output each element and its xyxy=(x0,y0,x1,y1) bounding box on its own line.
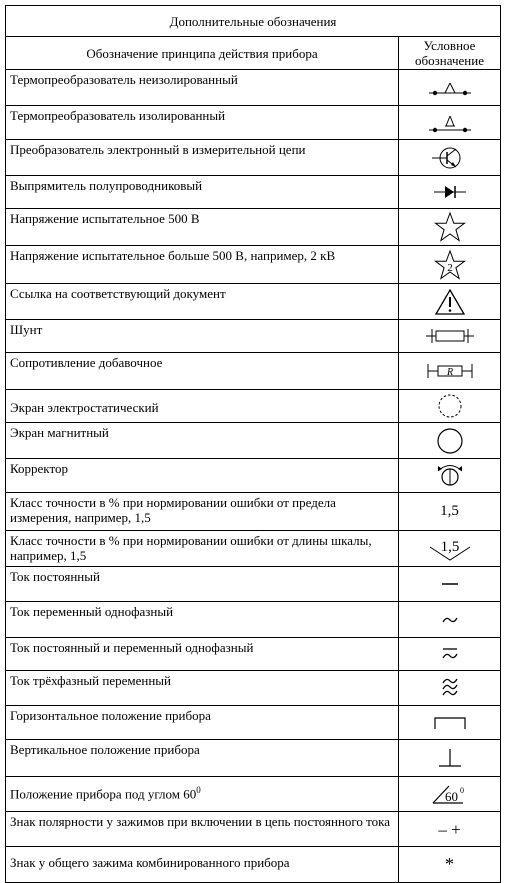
table-row xyxy=(6,602,501,638)
corrector-icon xyxy=(433,461,467,491)
ac-icon xyxy=(435,611,465,629)
vertical-position-icon xyxy=(433,746,467,770)
row-label: Ток переменный однофазный xyxy=(6,602,399,638)
row-label xyxy=(6,777,399,812)
table-header-row xyxy=(6,37,501,70)
table-row xyxy=(6,70,501,106)
resistor-letter: R xyxy=(446,367,453,378)
table-row xyxy=(6,390,501,423)
row-label: Ток постоянный xyxy=(6,567,399,602)
table-row xyxy=(6,246,501,284)
angle-value: 60 xyxy=(444,789,458,804)
accuracy-class-text: 1,5 xyxy=(399,493,501,531)
diode-icon xyxy=(430,182,470,202)
table-caption-row xyxy=(6,6,501,37)
row-label: Вертикальное положение прибора xyxy=(6,740,399,777)
table-row xyxy=(6,740,501,777)
row-label-text: Положение прибора под углом 60 xyxy=(10,786,197,802)
table-row xyxy=(6,706,501,740)
row-label: Экран электростатический xyxy=(6,390,399,423)
row-label: Термопреобразователь изолированный xyxy=(6,106,399,140)
electronic-converter-icon xyxy=(430,144,470,172)
symbols-table xyxy=(5,5,501,883)
table-row xyxy=(6,320,501,353)
table-row xyxy=(6,106,501,140)
angle-degree: 0 xyxy=(459,786,464,795)
angle-position-icon xyxy=(425,780,475,808)
warning-triangle-icon xyxy=(433,287,467,317)
row-label: Корректор xyxy=(6,459,399,493)
table-row xyxy=(6,671,501,706)
polarity-icon: – + xyxy=(399,812,501,847)
shunt-icon xyxy=(422,325,478,347)
horizontal-position-icon xyxy=(430,713,470,733)
accuracy-class-scale-icon xyxy=(422,535,478,563)
table-title: Дополнительные обозначения xyxy=(6,6,501,37)
table-row xyxy=(6,531,501,567)
row-label: Преобразователь электронный в измерительной цепи xyxy=(6,140,399,176)
header-principle: Обозначение принципа действия прибора xyxy=(6,37,399,70)
dashed-circle-icon xyxy=(435,392,465,420)
row-label: Ток постоянный и переменный однофазный xyxy=(6,638,399,671)
row-label: Термопреобразователь неизолированный xyxy=(6,70,399,106)
row-label: Напряжение испытательное 500 В xyxy=(6,209,399,246)
star-icon xyxy=(433,211,467,243)
table-row xyxy=(6,638,501,671)
row-label: Класс точности в % при нормировании ошибки от предела измерения, например, 1,5 xyxy=(6,493,399,531)
row-label: Знак у общего зажима комбинированного прибора xyxy=(6,847,399,883)
row-label: Напряжение испытательное больше 500 В, например, 2 кВ xyxy=(6,246,399,284)
row-label: Горизонтальное положение прибора xyxy=(6,706,399,740)
row-label-degree: 0 xyxy=(196,785,201,795)
table-row xyxy=(6,209,501,246)
table-row xyxy=(6,140,501,176)
row-label: Сопротивление добавочное xyxy=(6,353,399,390)
table-row xyxy=(6,423,501,459)
row-label: Экран магнитный xyxy=(6,423,399,459)
resistor-icon xyxy=(422,360,478,382)
table-row xyxy=(6,284,501,320)
asterisk-icon: * xyxy=(399,847,501,883)
table-row xyxy=(6,567,501,602)
ac-dc-icon xyxy=(435,643,465,665)
row-label: Класс точности в % при нормировании ошибки от длины шкалы, например, 1,5 xyxy=(6,531,399,567)
row-label: Выпрямитель полупроводниковый xyxy=(6,176,399,209)
row-label: Шунт xyxy=(6,320,399,353)
row-label: Знак полярности у зажимов при включении в цепь постоянного тока xyxy=(6,812,399,847)
star-2-number: 2 xyxy=(446,261,453,274)
table-row xyxy=(6,847,501,883)
dc-icon xyxy=(435,576,465,592)
header-symbol: Условное обозначение xyxy=(399,37,501,70)
table-row xyxy=(6,777,501,812)
table-row xyxy=(6,812,501,847)
row-label: Ссылка на соответствующий документ xyxy=(6,284,399,320)
circle-icon xyxy=(435,426,465,456)
thermocouple-insulated-icon xyxy=(425,112,475,134)
table-row xyxy=(6,493,501,531)
three-phase-icon xyxy=(435,675,465,701)
table-row xyxy=(6,353,501,390)
row-label: Ток трёхфазный переменный xyxy=(6,671,399,706)
table-row xyxy=(6,176,501,209)
accuracy-class-scale-text: 1,5 xyxy=(440,538,459,555)
symbols-table-container xyxy=(5,5,500,883)
table-row xyxy=(6,459,501,493)
thermocouple-uninsulated-icon xyxy=(425,77,475,99)
star-2-icon xyxy=(433,249,467,281)
